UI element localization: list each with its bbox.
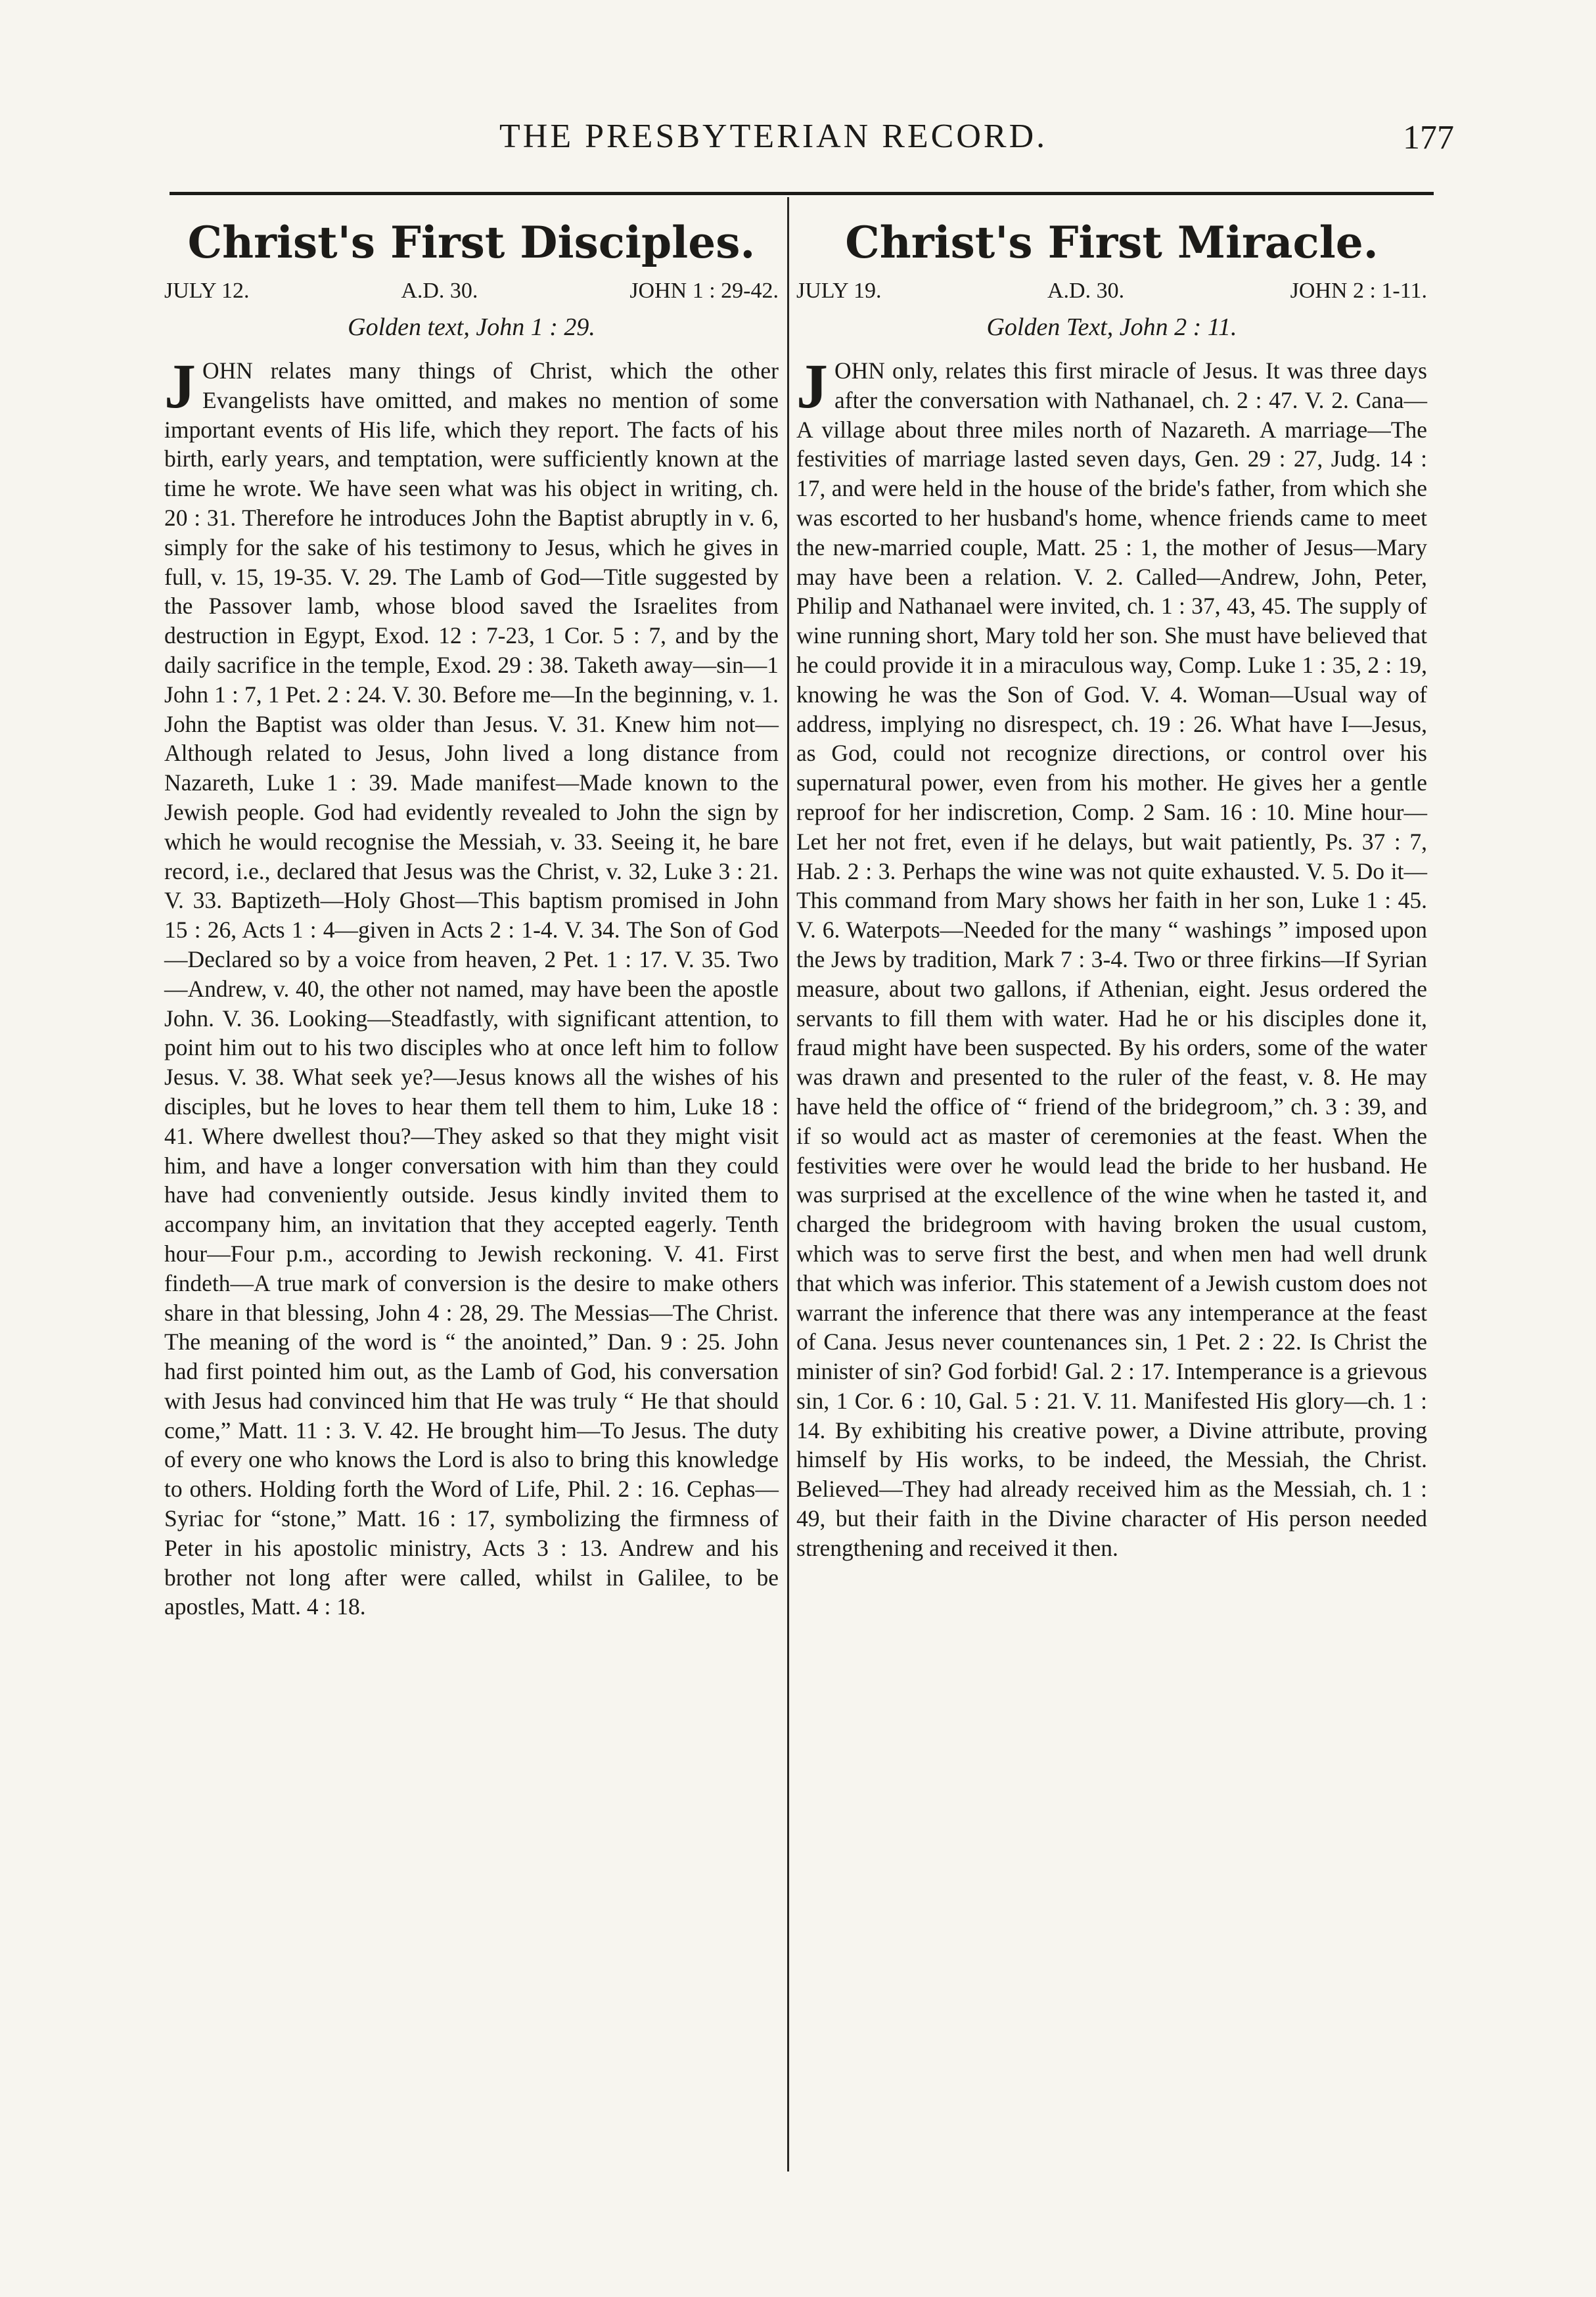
golden-text: Golden Text, John 2 : 11. xyxy=(986,313,1237,341)
lesson-title: Christ's First Disciples. xyxy=(187,217,756,268)
header-rule xyxy=(170,192,1434,195)
lesson-meta xyxy=(164,279,779,304)
lesson-passage: JOHN 2 : 1-11. xyxy=(1290,279,1427,303)
column-divider xyxy=(787,197,789,2172)
lesson-date: JULY 19. xyxy=(796,279,882,303)
lesson-body-text: OHN relates many things of Christ, which the other Evangelists have omitted, and makes no mention of some important events of His life, which they report. The facts of his birth, early years, and temptation, were sufficiently known at the time he wrote. We have seen what was his object in writing, ch. 20 : 31. Therefore he introduces John the Baptist abruptly in v. 6, simply for the sake of his testimony to Jesus, which he gives in full, v. 15, 19-35. V. 29. The Lamb of God—Title suggested by the Passover lamb, whose blood saved the Israelites from destruction in Egypt, Exod. 12 : 7-23, 1 Cor. 5 : 7, and by the daily sacrifice in the temple, Exod. 29 : 38. Taketh away—sin—1 John 1 : 7, 1 Pet. 2 : 24. V. 30. Before me—In the beginning, v. 1. John the Baptist was older than Jesus. V. 31. Knew him not—Although related to Jesus, John lived a long distance from Nazareth, Luke 1 : 39. Made manifest—Made known to the Jewish people. God had evidently revealed to John the sign by which he would recognise the Messiah, v. 33. Seeing it, he bare record, i.e., declared that Jesus was the Christ, v. 32, Luke 3 : 21. V. 33. Baptizeth—Holy Ghost—This baptism promised in John 15 : 26, Acts 1 : 4—given in Acts 2 : 1-4. V. 34. The Son of God—Declared so by a voice from heaven, 2 Pet. 1 : 17. V. 35. Two—Andrew, v. 40, the other not named, may have been the apostle John. V. 36. Looking—Steadfastly, with significant attention, to point him out to his two disciples who at once left him to follow Jesus. V. 38. What seek ye?—Jesus knows all the wishes of his disciples, but he loves to hear them tell them to him, Luke 18 : 41. Where dwellest thou?—They asked so that they might visit him, and have a longer conversation with him than they could have had conveniently outside. Jesus kindly invited them to accompany him, an invitation that they accepted eagerly. Tenth hour—Four p.m., according to Jewish reckoning. V. 41. First findeth—A true mark of conversion is the desire to make others share in that blessing, John 4 : 28, 29. The Messias—The Christ. The meaning of the word is “ the anointed,” Dan. 9 : 25. John had first pointed him out, as the Lamb of God, his conversation with Jesus had convinced him that He was truly “ He that should come,” Matt. 11 : 3. V. 42. He brought him—To Jesus. The duty of every one who knows the Lord is also to bring this knowledge to others. Holding forth the Word of Life, Phil. 2 : 16. Cephas—Syriac for “stone,” Matt. 16 : 17, symbolizing the firmness of Peter in his apostolic ministry, Acts 3 : 13. Andrew and his brother not long after were called, whilst in Galilee, to be apostles, Matt. 4 : 18. xyxy=(164,357,779,1620)
running-title: THE PRESBYTERIAN RECORD. xyxy=(499,118,1048,155)
drop-cap: J xyxy=(164,351,196,421)
drop-cap: J xyxy=(796,351,828,421)
lesson-meta xyxy=(796,279,1427,304)
lesson-body xyxy=(796,351,1427,1563)
page-number: 177 xyxy=(1403,119,1454,156)
lesson-passage: JOHN 1 : 29-42. xyxy=(629,279,779,303)
lesson-column-right xyxy=(796,198,1427,1563)
lesson-title: Christ's First Miracle. xyxy=(845,217,1379,268)
lesson-body-text: OHN only, relates this first miracle of Jesus. It was three days after the conversation with Nathanael, ch. 2 : 47. V. 2. Cana—A village about three miles north of Nazareth. A marriage—The festivities of marriage lasted seven days, Gen. 29 : 27, Judg. 14 : 17, and were held in the house of the bride's father, from which she was escorted to her husband's home, whence friends came to meet the new-married couple, Matt. 25 : 1, the mother of Jesus—Mary may have been a relation. V. 2. Called—Andrew, John, Peter, Philip and Nathanael were invited, ch. 1 : 37, 43, 45. The supply of wine running short, Mary told her son. She must have believed that he could provide it in a miraculous way, Comp. Luke 1 : 35, 2 : 19, knowing he was the Son of God. V. 4. Woman—Usual way of address, implying no disrespect, ch. 19 : 26. What have I—Jesus, as God, could not recognize directions, or control over his supernatural power, even from his mother. He gives her a gentle reproof for her indiscretion, Comp. 2 Sam. 16 : 10. Mine hour—Let her not fret, even if he delays, but wait patiently, Ps. 37 : 7, Hab. 2 : 3. Perhaps the wine was not quite exhausted. V. 5. Do it—This command from Mary shows her faith in her son, Luke 1 : 45. V. 6. Waterpots—Needed for the many “ washings ” imposed upon the Jews by tradition, Mark 7 : 3-4. Two or three firkins—If Syrian measure, about two gallons, if Athenian, eight. Jesus ordered the servants to fill them with water. Had he or his disciples done it, fraud might have been suspected. By his orders, some of the water was drawn and presented to the ruler of the feast, v. 8. He may have held the office of “ friend of the bridegroom,” ch. 3 : 39, and if so would act as master of ceremonies at the feast. When the festivities were over he would lead the bride to her husband. He was surprised at the excellence of the wine when he tasted it, and charged the bridegroom with having broken the usual custom, which was to serve first the best, and when men had well drunk that which was inferior. This statement of a Jewish custom does not warrant the inference that there was any intemperance at the feast of Cana. Jesus never countenances sin, 1 Pet. 2 : 22. Is Christ the minister of sin? God forbid! Gal. 2 : 17. Intemperance is a grievous sin, 1 Cor. 6 : 10, Gal. 5 : 21. V. 11. Manifested His glory—ch. 1 : 14. By exhibiting his creative power, a Divine attribute, proving himself by His works, to be indeed, the Messiah, the Christ. Believed—They had already received him as the Messiah, ch. 1 : 49, but their faith in the Divine character of His person needed strengthening and received it then. xyxy=(796,357,1427,1561)
lesson-column-left xyxy=(164,198,779,1622)
lesson-year: A.D. 30. xyxy=(1047,279,1125,303)
lesson-body xyxy=(164,351,779,1622)
lesson-date: JULY 12. xyxy=(164,279,250,303)
lesson-year: A.D. 30. xyxy=(401,279,478,303)
golden-text: Golden text, John 1 : 29. xyxy=(348,313,595,341)
